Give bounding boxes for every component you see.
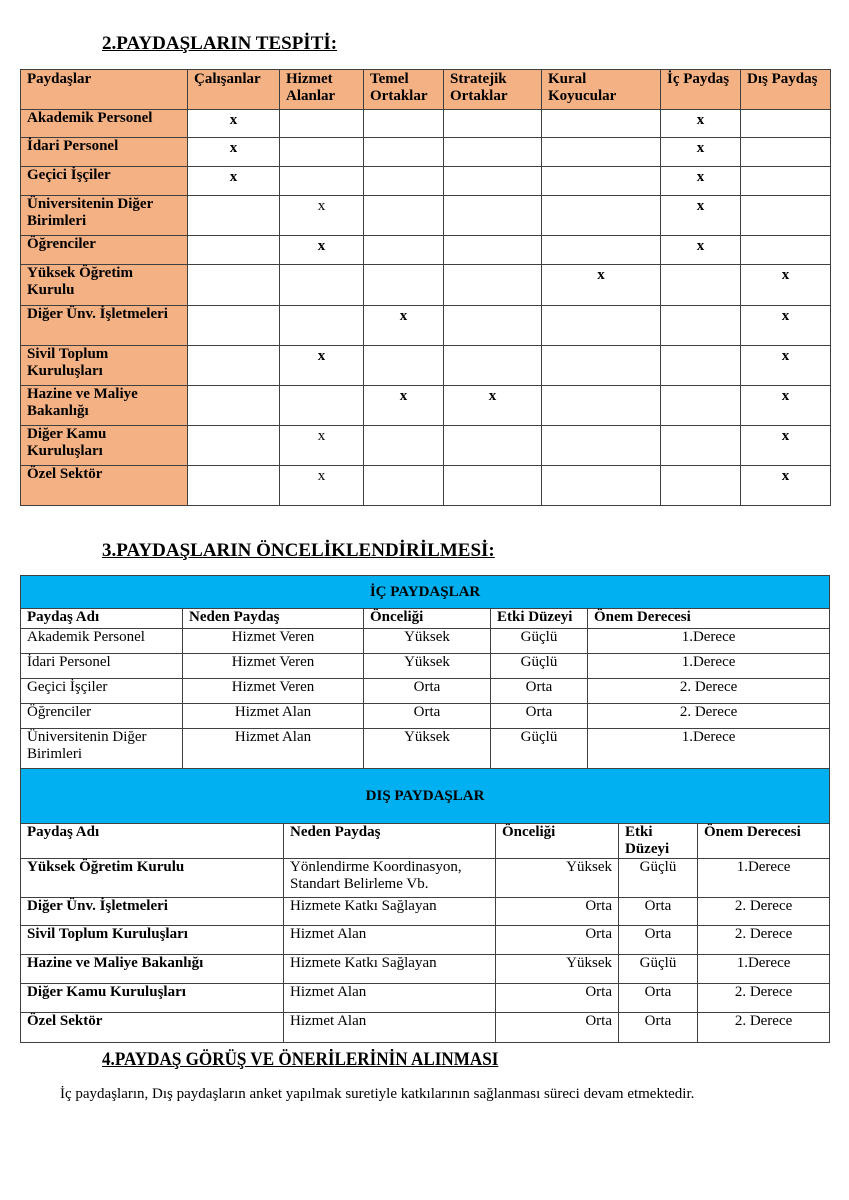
table-row [21, 110, 831, 138]
importance-degree: 1.Derece [698, 859, 830, 898]
mark-cell: x [661, 167, 741, 196]
mark-cell [444, 236, 542, 265]
mark-cell [364, 110, 444, 138]
table-row [21, 729, 830, 769]
priority: Yüksek [496, 859, 619, 898]
table-row [21, 679, 830, 704]
mark-cell [741, 167, 831, 196]
mark-cell [661, 466, 741, 506]
mark-cell [188, 306, 280, 346]
column-header: Kural Koyucular [542, 70, 661, 110]
impact-level: Orta [491, 704, 588, 729]
priority: Orta [496, 1013, 619, 1043]
mark-cell: x [741, 426, 831, 466]
stakeholder-name: Özel Sektör [21, 1013, 284, 1043]
mark-cell [364, 466, 444, 506]
section-2-heading: 2.PAYDAŞLARIN TESPİTİ: [102, 33, 338, 54]
mark-cell [188, 236, 280, 265]
mark-cell: x [280, 346, 364, 386]
column-header: Önem Derecesi [588, 609, 830, 629]
column-header: Etki Düzeyi [491, 609, 588, 629]
mark-cell [444, 265, 542, 306]
mark-cell [542, 426, 661, 466]
band-title: DIŞ PAYDAŞLAR [21, 769, 830, 824]
table-row [21, 629, 830, 654]
stakeholder-name: Hazine ve Maliye Bakanlığı [21, 955, 284, 984]
priority: Orta [364, 679, 491, 704]
stakeholder-name: Üniversitenin Diğer Birimleri [21, 196, 188, 236]
mark-cell [280, 306, 364, 346]
mark-cell: x [364, 306, 444, 346]
mark-cell [542, 306, 661, 346]
reason: Hizmet Veren [183, 654, 364, 679]
priority: Yüksek [496, 955, 619, 984]
table-row [21, 306, 831, 346]
priority: Orta [364, 704, 491, 729]
column-header: Neden Paydaş [183, 609, 364, 629]
reason: Hizmet Alan [183, 704, 364, 729]
mark-cell [444, 346, 542, 386]
mark-cell [542, 196, 661, 236]
mark-cell [542, 236, 661, 265]
importance-degree: 1.Derece [698, 955, 830, 984]
column-header: İç Paydaş [661, 70, 741, 110]
mark-cell [661, 386, 741, 426]
table-row [21, 346, 831, 386]
stakeholder-name: Diğer Kamu Kuruluşları [21, 426, 188, 466]
stakeholder-name: Geçici İşçiler [21, 679, 183, 704]
reason: Yönlendirme Koordinasyon, Standart Belirleme Vb. [284, 859, 496, 898]
mark-cell: x [280, 196, 364, 236]
table-row [21, 1013, 830, 1043]
stakeholder-name: Akademik Personel [21, 629, 183, 654]
stakeholder-name: Akademik Personel [21, 110, 188, 138]
stakeholder-prioritization-table [20, 575, 830, 1043]
mark-cell: x [444, 386, 542, 426]
column-header: Stratejik Ortaklar [444, 70, 542, 110]
column-header: Etki Düzeyi [619, 824, 698, 859]
mark-cell [280, 265, 364, 306]
stakeholder-name: Hazine ve Maliye Bakanlığı [21, 386, 188, 426]
mark-cell [188, 386, 280, 426]
mark-cell [542, 138, 661, 167]
stakeholder-name: Sivil Toplum Kuruluşları [21, 346, 188, 386]
stakeholder-identification-table [20, 69, 831, 506]
mark-cell [364, 346, 444, 386]
table-header-row [21, 70, 831, 110]
table-header-row [21, 609, 830, 629]
stakeholder-name: İdari Personel [21, 138, 188, 167]
impact-level: Güçlü [619, 859, 698, 898]
stakeholder-name: Yüksek Öğretim Kurulu [21, 265, 188, 306]
mark-cell: x [741, 346, 831, 386]
mark-cell [661, 306, 741, 346]
mark-cell: x [280, 236, 364, 265]
priority: Yüksek [364, 729, 491, 769]
mark-cell [542, 110, 661, 138]
importance-degree: 2. Derece [698, 1013, 830, 1043]
band-title: İÇ PAYDAŞLAR [21, 576, 830, 609]
mark-cell: x [661, 236, 741, 265]
table-row [21, 926, 830, 955]
stakeholder-name: Öğrenciler [21, 704, 183, 729]
importance-degree: 1.Derece [588, 654, 830, 679]
mark-cell: x [542, 265, 661, 306]
stakeholder-name: Diğer Ünv. İşletmeleri [21, 306, 188, 346]
mark-cell [542, 386, 661, 426]
table-row [21, 236, 831, 265]
mark-cell [444, 466, 542, 506]
reason: Hizmet Alan [284, 984, 496, 1013]
table-row [21, 984, 830, 1013]
mark-cell: x [661, 110, 741, 138]
impact-level: Orta [619, 898, 698, 926]
mark-cell [444, 426, 542, 466]
mark-cell [542, 167, 661, 196]
reason: Hizmet Alan [284, 1013, 496, 1043]
mark-cell [280, 138, 364, 167]
stakeholder-name: İdari Personel [21, 654, 183, 679]
mark-cell [364, 196, 444, 236]
mark-cell [188, 265, 280, 306]
reason: Hizmete Katkı Sağlayan [284, 955, 496, 984]
mark-cell [444, 167, 542, 196]
priority: Yüksek [364, 629, 491, 654]
mark-cell: x [188, 110, 280, 138]
priority: Orta [496, 926, 619, 955]
mark-cell: x [741, 306, 831, 346]
section-4-heading: 4.PAYDAŞ GÖRÜŞ VE ÖNERİLERİNİN ALINMASI [102, 1049, 499, 1070]
mark-cell [542, 346, 661, 386]
column-header: Paydaşlar [21, 70, 188, 110]
stakeholder-name: Geçici İşçiler [21, 167, 188, 196]
impact-level: Güçlü [491, 729, 588, 769]
importance-degree: 1.Derece [588, 729, 830, 769]
mark-cell [188, 426, 280, 466]
mark-cell [188, 466, 280, 506]
column-header: Önceliği [364, 609, 491, 629]
table-row [21, 955, 830, 984]
mark-cell: x [280, 426, 364, 466]
mark-cell [364, 138, 444, 167]
mark-cell: x [741, 466, 831, 506]
mark-cell [444, 196, 542, 236]
impact-level: Orta [619, 984, 698, 1013]
mark-cell [280, 110, 364, 138]
external-band [21, 769, 830, 824]
mark-cell: x [280, 466, 364, 506]
stakeholder-name: Üniversitenin Diğer Birimleri [21, 729, 183, 769]
impact-level: Orta [619, 926, 698, 955]
table-row [21, 859, 830, 898]
stakeholder-name: Sivil Toplum Kuruluşları [21, 926, 284, 955]
mark-cell [741, 110, 831, 138]
mark-cell: x [188, 167, 280, 196]
mark-cell [542, 466, 661, 506]
column-header: Temel Ortaklar [364, 70, 444, 110]
priority: Orta [496, 898, 619, 926]
table-header-row [21, 824, 830, 859]
table-row [21, 704, 830, 729]
internal-band [21, 576, 830, 609]
mark-cell [364, 265, 444, 306]
importance-degree: 2. Derece [698, 984, 830, 1013]
mark-cell [444, 138, 542, 167]
column-header: Paydaş Adı [21, 609, 183, 629]
mark-cell: x [741, 386, 831, 426]
table-row [21, 265, 831, 306]
reason: Hizmet Alan [284, 926, 496, 955]
impact-level: Güçlü [491, 654, 588, 679]
mark-cell [364, 426, 444, 466]
stakeholder-name: Yüksek Öğretim Kurulu [21, 859, 284, 898]
importance-degree: 2. Derece [698, 898, 830, 926]
mark-cell: x [661, 196, 741, 236]
table-row [21, 386, 831, 426]
table-row [21, 167, 831, 196]
importance-degree: 1.Derece [588, 629, 830, 654]
column-header: Önem Derecesi [698, 824, 830, 859]
importance-degree: 2. Derece [588, 704, 830, 729]
mark-cell [364, 167, 444, 196]
mark-cell [741, 236, 831, 265]
mark-cell: x [741, 265, 831, 306]
mark-cell: x [188, 138, 280, 167]
stakeholder-name: Özel Sektör [21, 466, 188, 506]
mark-cell [444, 306, 542, 346]
section-3-heading: 3.PAYDAŞLARIN ÖNCELİKLENDİRİLMESİ: [102, 540, 495, 561]
mark-cell [280, 386, 364, 426]
importance-degree: 2. Derece [698, 926, 830, 955]
impact-level: Orta [619, 1013, 698, 1043]
mark-cell [661, 426, 741, 466]
column-header: Çalışanlar [188, 70, 280, 110]
impact-level: Orta [491, 679, 588, 704]
column-header: Hizmet Alanlar [280, 70, 364, 110]
table-row [21, 654, 830, 679]
table-row [21, 426, 831, 466]
stakeholder-name: Diğer Kamu Kuruluşları [21, 984, 284, 1013]
mark-cell [188, 346, 280, 386]
mark-cell [188, 196, 280, 236]
importance-degree: 2. Derece [588, 679, 830, 704]
reason: Hizmet Veren [183, 679, 364, 704]
stakeholder-name: Diğer Ünv. İşletmeleri [21, 898, 284, 926]
reason: Hizmet Alan [183, 729, 364, 769]
table-row [21, 196, 831, 236]
mark-cell [661, 265, 741, 306]
mark-cell: x [661, 138, 741, 167]
impact-level: Güçlü [619, 955, 698, 984]
mark-cell: x [364, 386, 444, 426]
section-4-paragraph: İç paydaşların, Dış paydaşların anket yapılmak suretiyle katkılarının sağlanması süreci devam etmektedir. [60, 1086, 695, 1102]
table-row [21, 898, 830, 926]
mark-cell [280, 167, 364, 196]
mark-cell [741, 138, 831, 167]
mark-cell [364, 236, 444, 265]
table-row [21, 138, 831, 167]
table-row [21, 466, 831, 506]
column-header: Paydaş Adı [21, 824, 284, 859]
mark-cell [661, 346, 741, 386]
priority: Yüksek [364, 654, 491, 679]
reason: Hizmet Veren [183, 629, 364, 654]
reason: Hizmete Katkı Sağlayan [284, 898, 496, 926]
column-header: Neden Paydaş [284, 824, 496, 859]
column-header: Dış Paydaş [741, 70, 831, 110]
stakeholder-name: Öğrenciler [21, 236, 188, 265]
priority: Orta [496, 984, 619, 1013]
column-header: Önceliği [496, 824, 619, 859]
mark-cell [444, 110, 542, 138]
mark-cell [741, 196, 831, 236]
impact-level: Güçlü [491, 629, 588, 654]
